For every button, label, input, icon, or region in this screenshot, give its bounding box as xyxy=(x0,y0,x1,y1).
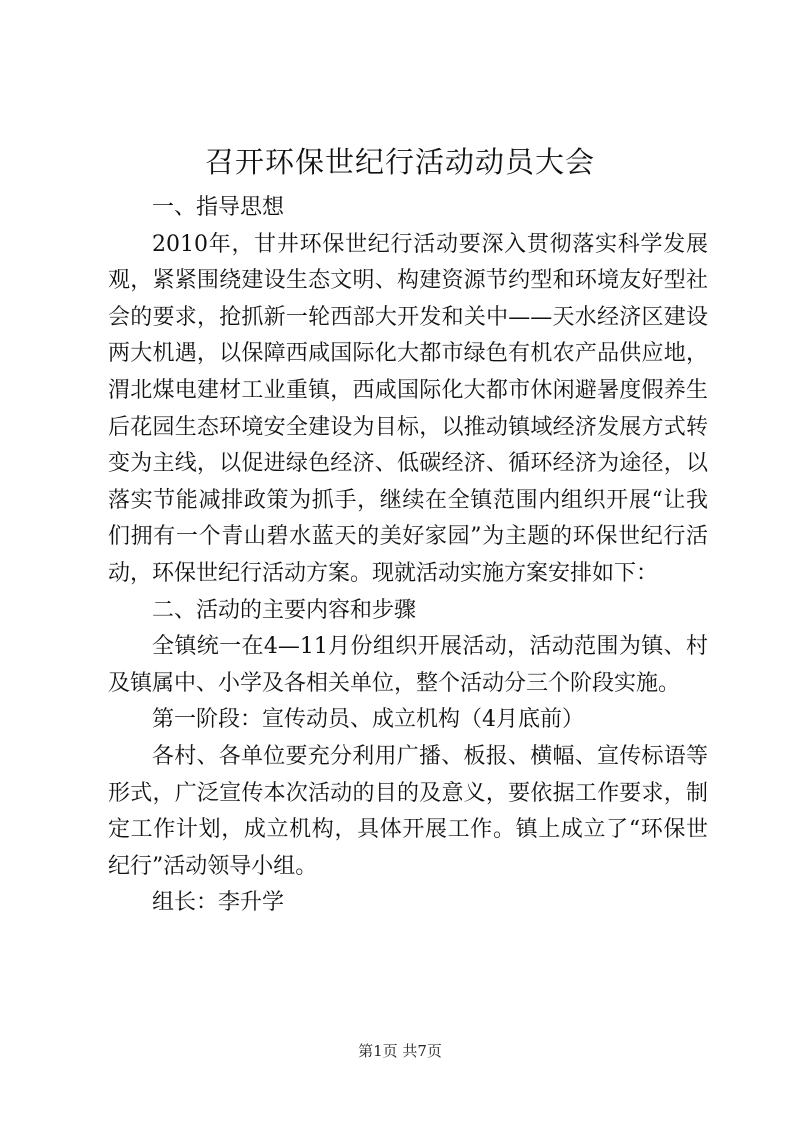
paragraph-stage-one: 各村、各单位要充分利用广播、板报、横幅、宣传标语等形式，广泛宣传本次活动的目的及意义，要依据工作要求，制定工作计划，成立机构，具体开展工作。镇上成立了“环保世纪行”活动领导小组。 xyxy=(108,743,708,879)
paragraph-guiding-ideology: 2010年，甘井环保世纪行活动要深入贯彻落实科学发展观，紧紧围绕建设生态文明、构建资源节约型和环境友好型社会的要求，抢抓新一轮西部大开发和关中——天水经济区建设两大机遇，以保障西咸国际化大都市绿色有机农产品供应地，渭北煤电建材工业重镇，西咸国际化大都市休闲避暑度假养生后花园生态环境安全建设为目标，以推动镇域经济发展方式转变为主线，以促进绿色经济、低碳经济、循环经济为途径，以落实节能减排政策为抓手，继续在全镇范围内组织开展“让我们拥有一个青山碧水蓝天的美好家园”为主题的环保世纪行活动，环保世纪行活动方案。现就活动实施方案安排如下： xyxy=(108,231,708,586)
team-leader-line: 组长：李升学 xyxy=(152,890,285,916)
section-heading-content-steps: 二、活动的主要内容和步骤 xyxy=(152,597,417,623)
page-number-footer: 第1页 共7页 xyxy=(358,1042,442,1060)
paragraph-activity-scope: 全镇统一在4—11月份组织开展活动，活动范围为镇、村及镇属中、小学及各相关单位，整个活动分三个阶段实施。 xyxy=(108,634,708,696)
document-body xyxy=(108,190,708,922)
section-heading-guiding-ideology: 一、指导思想 xyxy=(152,195,285,220)
stage-one-heading: 第一阶段：宣传动员、成立机构（4月底前） xyxy=(152,707,584,733)
document-title: 召开环保世纪行活动动员大会 xyxy=(204,145,595,179)
